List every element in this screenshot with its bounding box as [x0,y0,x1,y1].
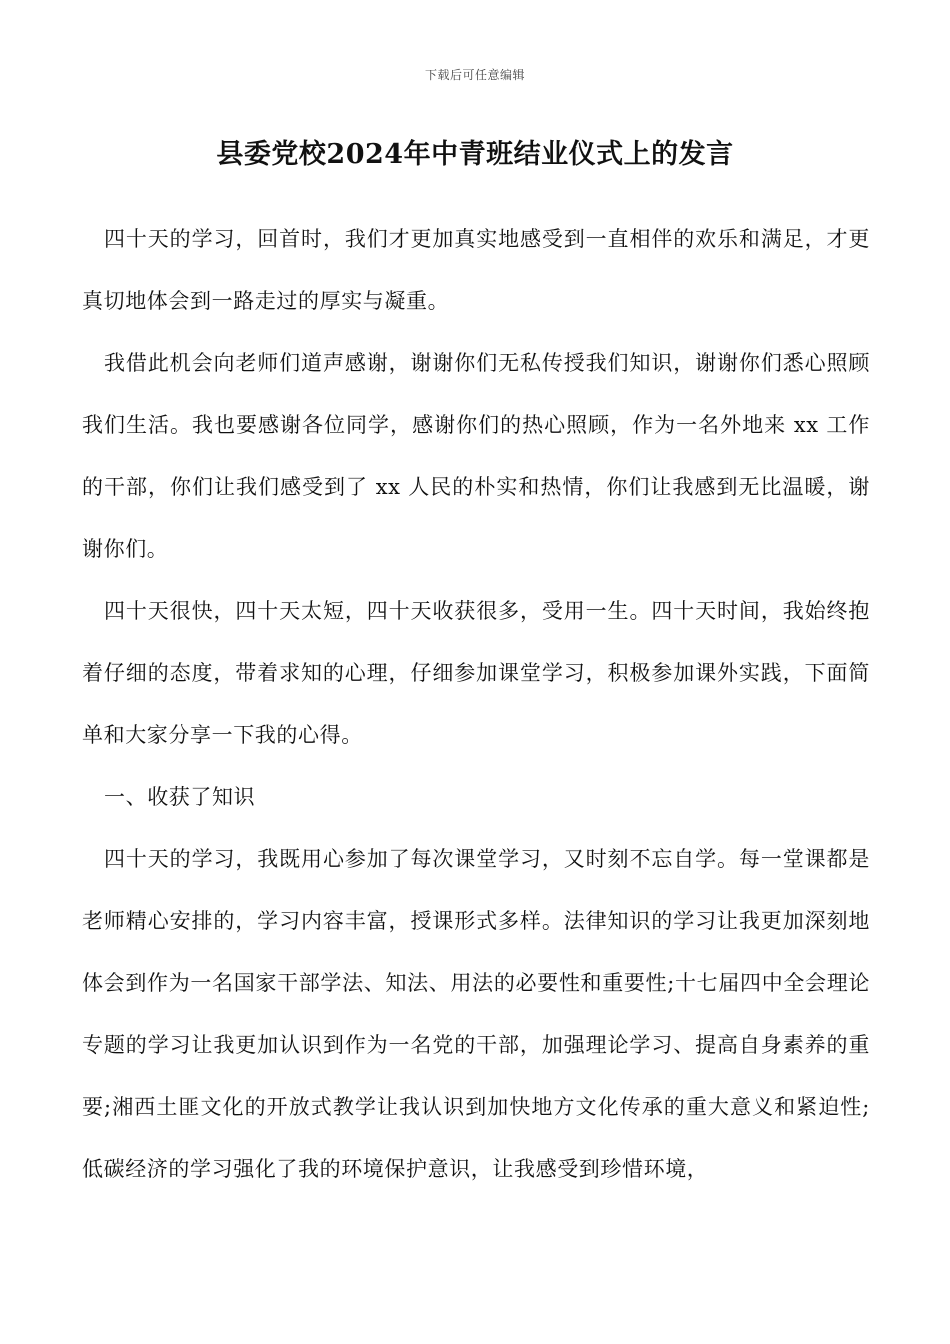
paragraph-4: 四十天的学习，我既用心参加了每次课堂学习，又时刻不忘自学。每一堂课都是老师精心安排的，学习内容丰富，授课形式多样。法律知识的学习让我更加深刻地体会到作为一名国家干部学法、知法、用法的必要性和重要性;十七届四中全会理论专题的学习让我更加认识到作为一名党的干部，加强理论学习、提高自身素养的重要;湘西土匪文化的开放式教学让我认识到加快地方文化传承的重大意义和紧迫性;低碳经济的学习强化了我的环境保护意识，让我感受到珍惜环境， [82,847,870,1181]
document-body [82,208,870,1200]
paragraph-2: 我借此机会向老师们道声感谢，谢谢你们无私传授我们知识，谢谢你们悉心照顾我们生活。我也要感谢各位同学，感谢你们的热心照顾，作为一名外地来 xx 工作的干部，你们让我们感受到了 xx 人民的朴实和热情，你们让我感到无比温暖，谢谢你们。 [82,351,870,561]
paragraph-1: 四十天的学习，回首时，我们才更加真实地感受到一直相伴的欢乐和满足，才更真切地体会到一路走过的厚实与凝重。 [82,227,870,313]
paragraph-3: 四十天很快，四十天太短，四十天收获很多，受用一生。四十天时间，我始终抱着仔细的态度，带着求知的心理，仔细参加课堂学习，积极参加课外实践，下面简单和大家分享一下我的心得。 [82,599,870,747]
header-note: 下载后可任意编辑 [424,68,525,82]
document-title: 县委党校2024年中青班结业仪式上的发言 [216,139,734,170]
section-heading-1: 一、收获了知识 [104,785,256,809]
